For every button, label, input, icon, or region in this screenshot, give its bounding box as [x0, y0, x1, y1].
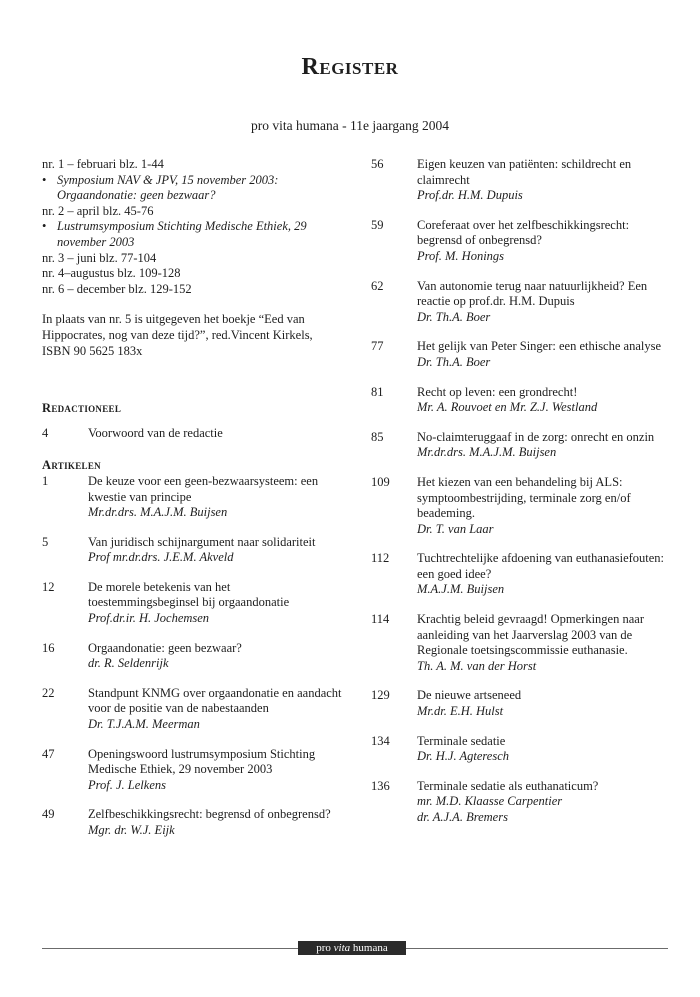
- list-item: [42, 535, 342, 566]
- entry-author: Mr.dr. E.H. Hulst: [417, 704, 504, 719]
- entry-author: Mr.dr.drs. M.A.J.M. Buijsen: [417, 445, 557, 460]
- entry-author: Dr. Th.A. Boer: [417, 309, 491, 324]
- list-item: [371, 475, 671, 537]
- entry-author: Dr. T.J.A.M. Meerman: [88, 717, 200, 732]
- entry-page: 77: [371, 339, 384, 354]
- entry-title: Eigen keuzen van patiënten: schildrecht en claimrecht: [417, 157, 632, 187]
- entry-title: De keuze voor een geen-bezwaarsysteem: een kwestie van principe: [88, 473, 319, 504]
- list-item: [42, 426, 342, 442]
- entry-page: 81: [371, 384, 384, 399]
- footer-humana: humana: [352, 942, 388, 954]
- entry-page: 47: [42, 746, 55, 761]
- entry-page: 136: [371, 778, 390, 793]
- entry-author: Th. A. M. van der Horst: [417, 658, 537, 673]
- footer-logo: [298, 941, 406, 955]
- entry-title: Orgaandonatie: geen bezwaar?: [88, 640, 242, 655]
- entry-page: 1: [42, 473, 49, 488]
- list-item: [371, 385, 671, 416]
- entry-author: Mgr. dr. W.J. Eijk: [88, 823, 175, 837]
- entry-page: 109: [371, 474, 390, 489]
- page-subtitle: pro vita humana - 11e jaargang 2004: [251, 118, 449, 133]
- list-item: [42, 474, 342, 521]
- entry-page: 16: [42, 640, 55, 655]
- entry-author: Prof. M. Honings: [417, 248, 505, 263]
- list-item: [42, 686, 342, 733]
- issue-line: nr. 6 – december blz. 129-152: [42, 281, 192, 296]
- entry-title: Recht op leven: een grondrecht!: [417, 384, 578, 399]
- footer-pro: pro: [316, 942, 331, 954]
- entry-author: Prof. J. Lelkens: [88, 777, 166, 792]
- entry-page: 12: [42, 579, 55, 594]
- entry-page: 85: [371, 429, 384, 444]
- right-column: [371, 157, 671, 826]
- list-item: [42, 580, 342, 627]
- entry-author: Mr.dr.drs. M.A.J.M. Buijsen: [88, 505, 228, 520]
- entry-title: Terminale sedatie: [417, 733, 506, 748]
- article-list-right: [371, 157, 671, 826]
- entry-title: De morele betekenis van het toestemmingsbeginsel bij orgaandonatie: [88, 579, 290, 610]
- entry-page: 22: [42, 685, 55, 700]
- entry-title: Het gelijk van Peter Singer: een ethische analyse: [417, 339, 662, 354]
- section-heading-artikelen: Artikelen: [42, 458, 101, 473]
- issue-bullet-text: Lustrumsymposium Stichting Medische Ethiek, 29 november 2003: [57, 219, 307, 249]
- entry-page: 59: [371, 217, 384, 232]
- footer-vita: vita: [333, 942, 351, 954]
- entry-author: Mr. A. Rouvoet en Mr. Z.J. Westland: [417, 400, 598, 415]
- entry-page: 4: [42, 425, 49, 440]
- section-heading-redactioneel: Redactioneel: [42, 401, 122, 416]
- entry-title: No-claimteruggaaf in de zorg: onrecht en onzin: [417, 429, 655, 444]
- article-list-left: [42, 474, 342, 839]
- entry-title: Voorwoord van de redactie: [88, 425, 223, 440]
- issue-bullet: [42, 219, 342, 250]
- list-item: [371, 734, 671, 765]
- entry-title: Zelfbeschikkingsrecht: begrensd of onbegrensd?: [88, 807, 331, 822]
- entry-title: Terminale sedatie als euthanaticum?: [417, 778, 599, 793]
- entry-author: Dr. H.J. Agteresch: [417, 749, 509, 764]
- entry-title: Het kiezen van een behandeling bij ALS: symptoombestrijding, terminale zorg en/of beademing.: [417, 474, 631, 521]
- list-item: [42, 641, 342, 672]
- list-item: [371, 779, 671, 826]
- bullet-symbol: •: [42, 219, 47, 234]
- entry-title: Van autonomie terug naar natuurlijkheid? Een reactie op prof.dr. H.M. Dupuis: [417, 278, 648, 309]
- bullet-symbol: •: [42, 172, 47, 187]
- list-item: [371, 157, 671, 204]
- issue-line: nr. 3 – juni blz. 77-104: [42, 250, 157, 265]
- page-title: Register: [301, 54, 399, 80]
- left-column: [42, 157, 342, 839]
- list-item: [371, 279, 671, 326]
- list-item: [371, 430, 671, 461]
- issue-line: nr. 2 – april blz. 45-76: [42, 203, 154, 218]
- issue-line: nr. 4–augustus blz. 109-128: [42, 266, 181, 281]
- list-item: [42, 807, 342, 838]
- entry-page: 112: [371, 551, 390, 566]
- entry-page: 62: [371, 278, 384, 293]
- entry-page: 49: [42, 807, 55, 822]
- entry-author: Prof.dr.ir. H. Jochemsen: [88, 611, 210, 626]
- entry-title: Coreferaat over het zelfbeschikkingsrecht: begrensd of onbegrensd?: [417, 217, 630, 248]
- entry-author: dr. R. Seldenrijk: [88, 656, 169, 671]
- entry-page: 5: [42, 534, 49, 549]
- entry-title: Openingswoord lustrumsymposium Stichting Medische Ethiek, 29 november 2003: [88, 746, 316, 777]
- entry-title: De nieuwe artseneed: [417, 688, 522, 703]
- issue-bullet-text: Symposium NAV & JPV, 15 november 2003: Orgaandonatie: geen bezwaar?: [57, 172, 279, 203]
- entry-author: M.A.J.M. Buijsen: [417, 582, 505, 597]
- list-item: [371, 551, 671, 598]
- entry-page: 129: [371, 688, 390, 703]
- list-item: [371, 612, 671, 674]
- entry-title: Tuchtrechtelijke afdoening van euthanasiefouten: een goed idee?: [417, 551, 665, 581]
- entry-page: 114: [371, 612, 390, 627]
- entry-author: Prof mr.dr.drs. J.E.M. Akveld: [88, 550, 234, 565]
- entry-author: mr. M.D. Klaasse Carpentier dr. A.J.A. Bremers: [417, 794, 563, 824]
- entry-author: Prof.dr. H.M. Dupuis: [417, 188, 523, 203]
- issue-line: nr. 1 – februari blz. 1-44: [42, 157, 164, 171]
- list-item: [42, 747, 342, 794]
- entry-author: Dr. Th.A. Boer: [417, 354, 491, 369]
- entry-author: Dr. T. van Laar: [417, 521, 494, 536]
- issue-note: In plaats van nr. 5 is uitgegeven het boekje “Eed van Hippocrates, nog van deze tijd?”, red.Vincent Kirkels, ISBN 90 5625 183x: [42, 312, 313, 358]
- list-item: [371, 339, 671, 370]
- list-item: [371, 688, 671, 719]
- entry-page: 56: [371, 157, 384, 171]
- entry-title: Krachtig beleid gevraagd! Opmerkingen naar aanleiding van het Jaarverslag 2003 van de Regionale toetsingscommissie euthanasie.: [417, 612, 644, 658]
- issue-list: [42, 157, 342, 297]
- entry-page: 134: [371, 733, 390, 748]
- entry-title: Van juridisch schijnargument naar solidariteit: [88, 534, 316, 549]
- list-item: [371, 218, 671, 265]
- issue-bullet: [42, 173, 342, 204]
- entry-title: Standpunt KNMG over orgaandonatie en aandacht voor de positie van de nabestaanden: [88, 685, 342, 716]
